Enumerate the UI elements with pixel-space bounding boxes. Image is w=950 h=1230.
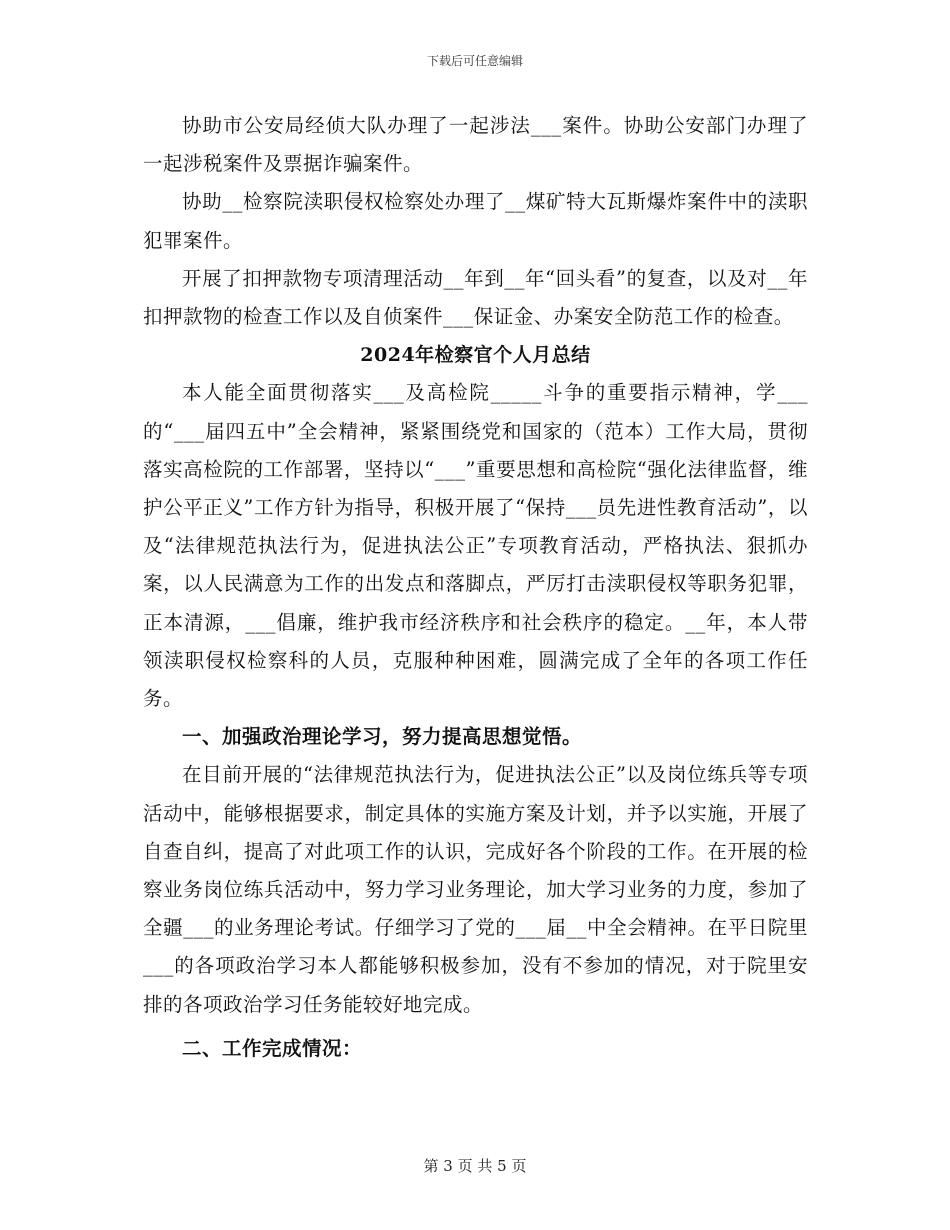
section-heading-1: 一、加强政治理论学习，努力提高思想觉悟。 — [182, 725, 583, 749]
section-heading-2: 二、工作完成情况： — [182, 1036, 363, 1060]
paragraph-5: 在目前开展的“法律规范执法行为，促进执法公正”以及岗位练兵等专项活动中，能够根据要求，制定具体的实施方案及计划，并予以实施，开展了自查自纠，提高了对此项工作的认识，完成好各个阶段的工作。在开展的检察业务岗位练兵活动中，努力学习业务理论，加大学习业务的力度，参加了全疆___的业务理论考试。仔细学习了党的___届__中全会精神。在平日院里___的各项政治学习本人都能够积极参加，没有不参加的情况，对于院里安排的各项政治学习任务能较好地完成。 — [143, 763, 808, 1016]
page-footer: 第 3 页 共 5 页 — [423, 1157, 527, 1175]
paragraph-3: 开展了扣押款物专项清理活动__年到__年“回头看”的复查，以及对__年扣押款物的检查工作以及自侦案件___保证金、办案安全防范工作的检查。 — [143, 266, 808, 329]
document-body — [143, 107, 808, 1068]
page-header: 下载后可任意编辑 — [426, 54, 523, 68]
paragraph-1: 协助市公安局经侦大队办理了一起涉法___案件。协助公安部门办理了一起涉税案件及票据诈骗案件。 — [143, 114, 808, 176]
document-title: 2024年检察官个人月总结 — [360, 344, 591, 367]
paragraph-2: 协助__检察院渎职侵权检察处办理了__煤矿特大瓦斯爆炸案件中的渎职犯罪案件。 — [143, 190, 808, 252]
paragraph-4: 本人能全面贯彻落实___及高检院_____斗争的重要指示精神，学___的“___届四五中”全会精神，紧紧围绕党和国家的（范本）工作大局，贯彻落实高检院的工作部署，坚持以“___”重要思想和高检院“强化法律监督，维护公平正义”工作方针为指导，积极开展了“保持___员先进性教育活动”，以及“法律规范执法行为，促进执法公正”专项教育活动，严格执法、狠抓办案，以人民满意为工作的出发点和落脚点，严厉打击渎职侵权等职务犯罪，正本清源，___倡廉，维护我市经济秩序和社会秩序的稳定。__年，本人带领渎职侵权检察科的人员，克服种种困难，圆满完成了全年的各项工作任务。 — [143, 381, 808, 711]
